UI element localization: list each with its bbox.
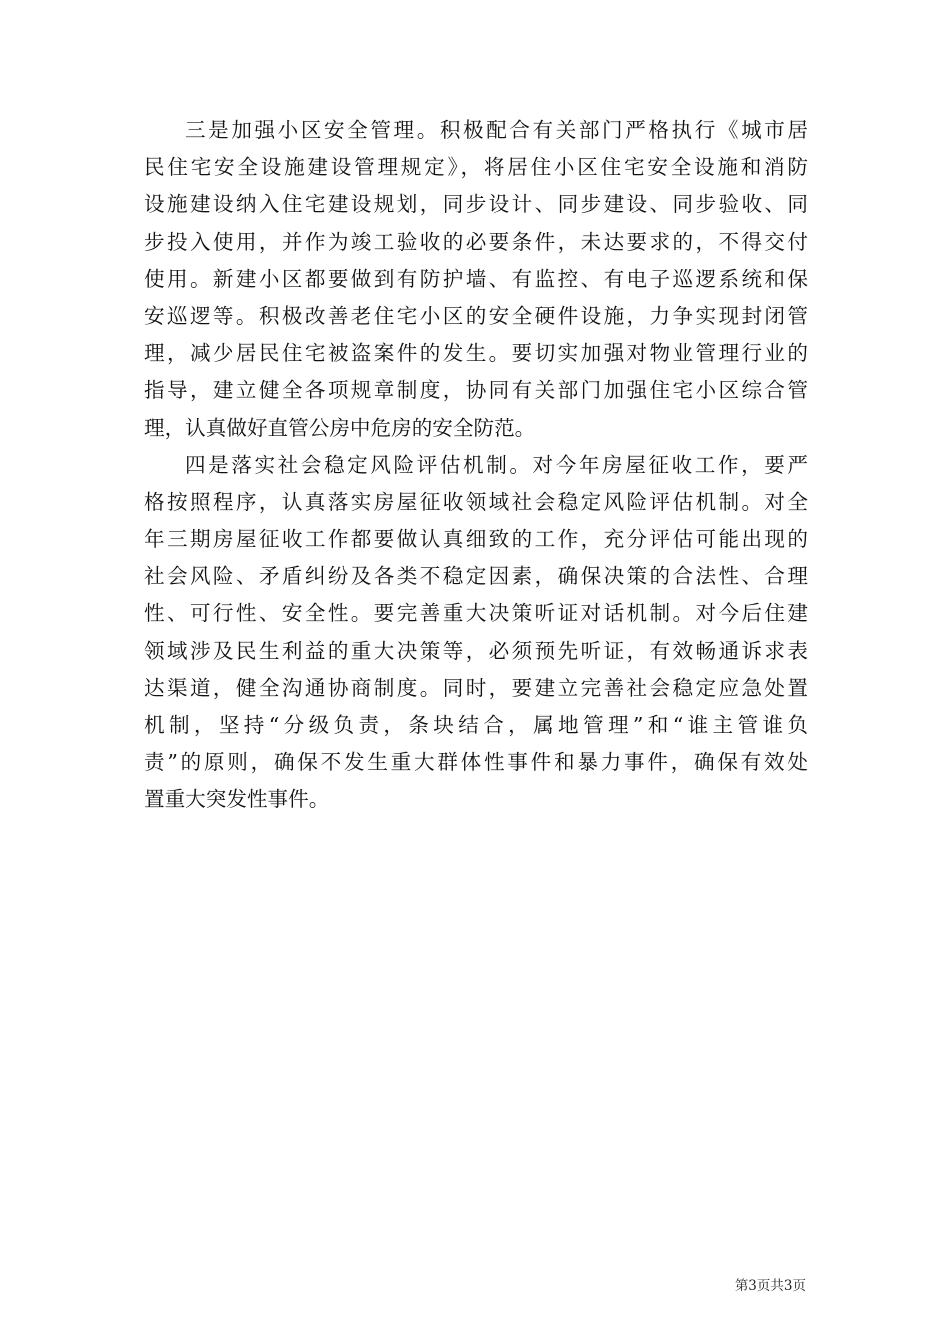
- text-line: 性、可行性、安全性。要完善重大决策听证对话机制。对今后住建: [144, 601, 808, 626]
- text-line: 步投入使用，并作为竣工验收的必要条件，未达要求的，不得交付: [144, 229, 808, 254]
- paragraph-community-safety: [144, 112, 808, 447]
- text-line: 民住宅安全设施建设管理规定》，将居住小区住宅安全设施和消防: [144, 155, 808, 180]
- text-line: 使用。新建小区都要做到有防护墙、有监控、有电子巡逻系统和保: [144, 266, 808, 291]
- text-line: 格按照程序，认真落实房屋征收领域社会稳定风险评估机制。对全: [144, 489, 808, 514]
- text-line: 理，认真做好直管公房中危房的安全防范。: [144, 415, 536, 440]
- text-line: 理，减少居民住宅被盗案件的发生。要切实加强对物业管理行业的: [144, 341, 808, 366]
- text-line: 领域涉及民生利益的重大决策等，必须预先听证，有效畅通诉求表: [144, 638, 808, 663]
- document-body: [144, 112, 808, 819]
- text-line: 置重大突发性事件。: [144, 787, 330, 812]
- text-line: 达渠道，健全沟通协商制度。同时，要建立完善社会稳定应急处置: [144, 675, 808, 700]
- text-line: 社会风险、矛盾纠纷及各类不稳定因素，确保决策的合法性、合理: [144, 564, 808, 589]
- text-line: 责”的原则，确保不发生重大群体性事件和暴力事件，确保有效处: [144, 750, 808, 775]
- text-line: 三是加强小区安全管理。积极配合有关部门严格执行《城市居: [185, 118, 808, 142]
- text-line: 指导，建立健全各项规章制度，协同有关部门加强住宅小区综合管: [144, 378, 808, 403]
- paragraph-risk-assessment: [144, 447, 808, 819]
- page-number-footer: 第3页共3页: [734, 1278, 806, 1294]
- text-line: 四是落实社会稳定风险评估机制。对今年房屋征收工作，要严: [185, 452, 808, 477]
- text-line: 安巡逻等。积极改善老住宅小区的安全硬件设施，力争实现封闭管: [144, 303, 808, 328]
- text-line: 机制，坚持“分级负责，条块结合，属地管理”和“谁主管谁负: [144, 713, 808, 737]
- text-line: 年三期房屋征收工作都要做认真细致的工作，充分评估可能出现的: [144, 527, 808, 552]
- text-line: 设施建设纳入住宅建设规划，同步设计、同步建设、同步验收、同: [144, 192, 808, 217]
